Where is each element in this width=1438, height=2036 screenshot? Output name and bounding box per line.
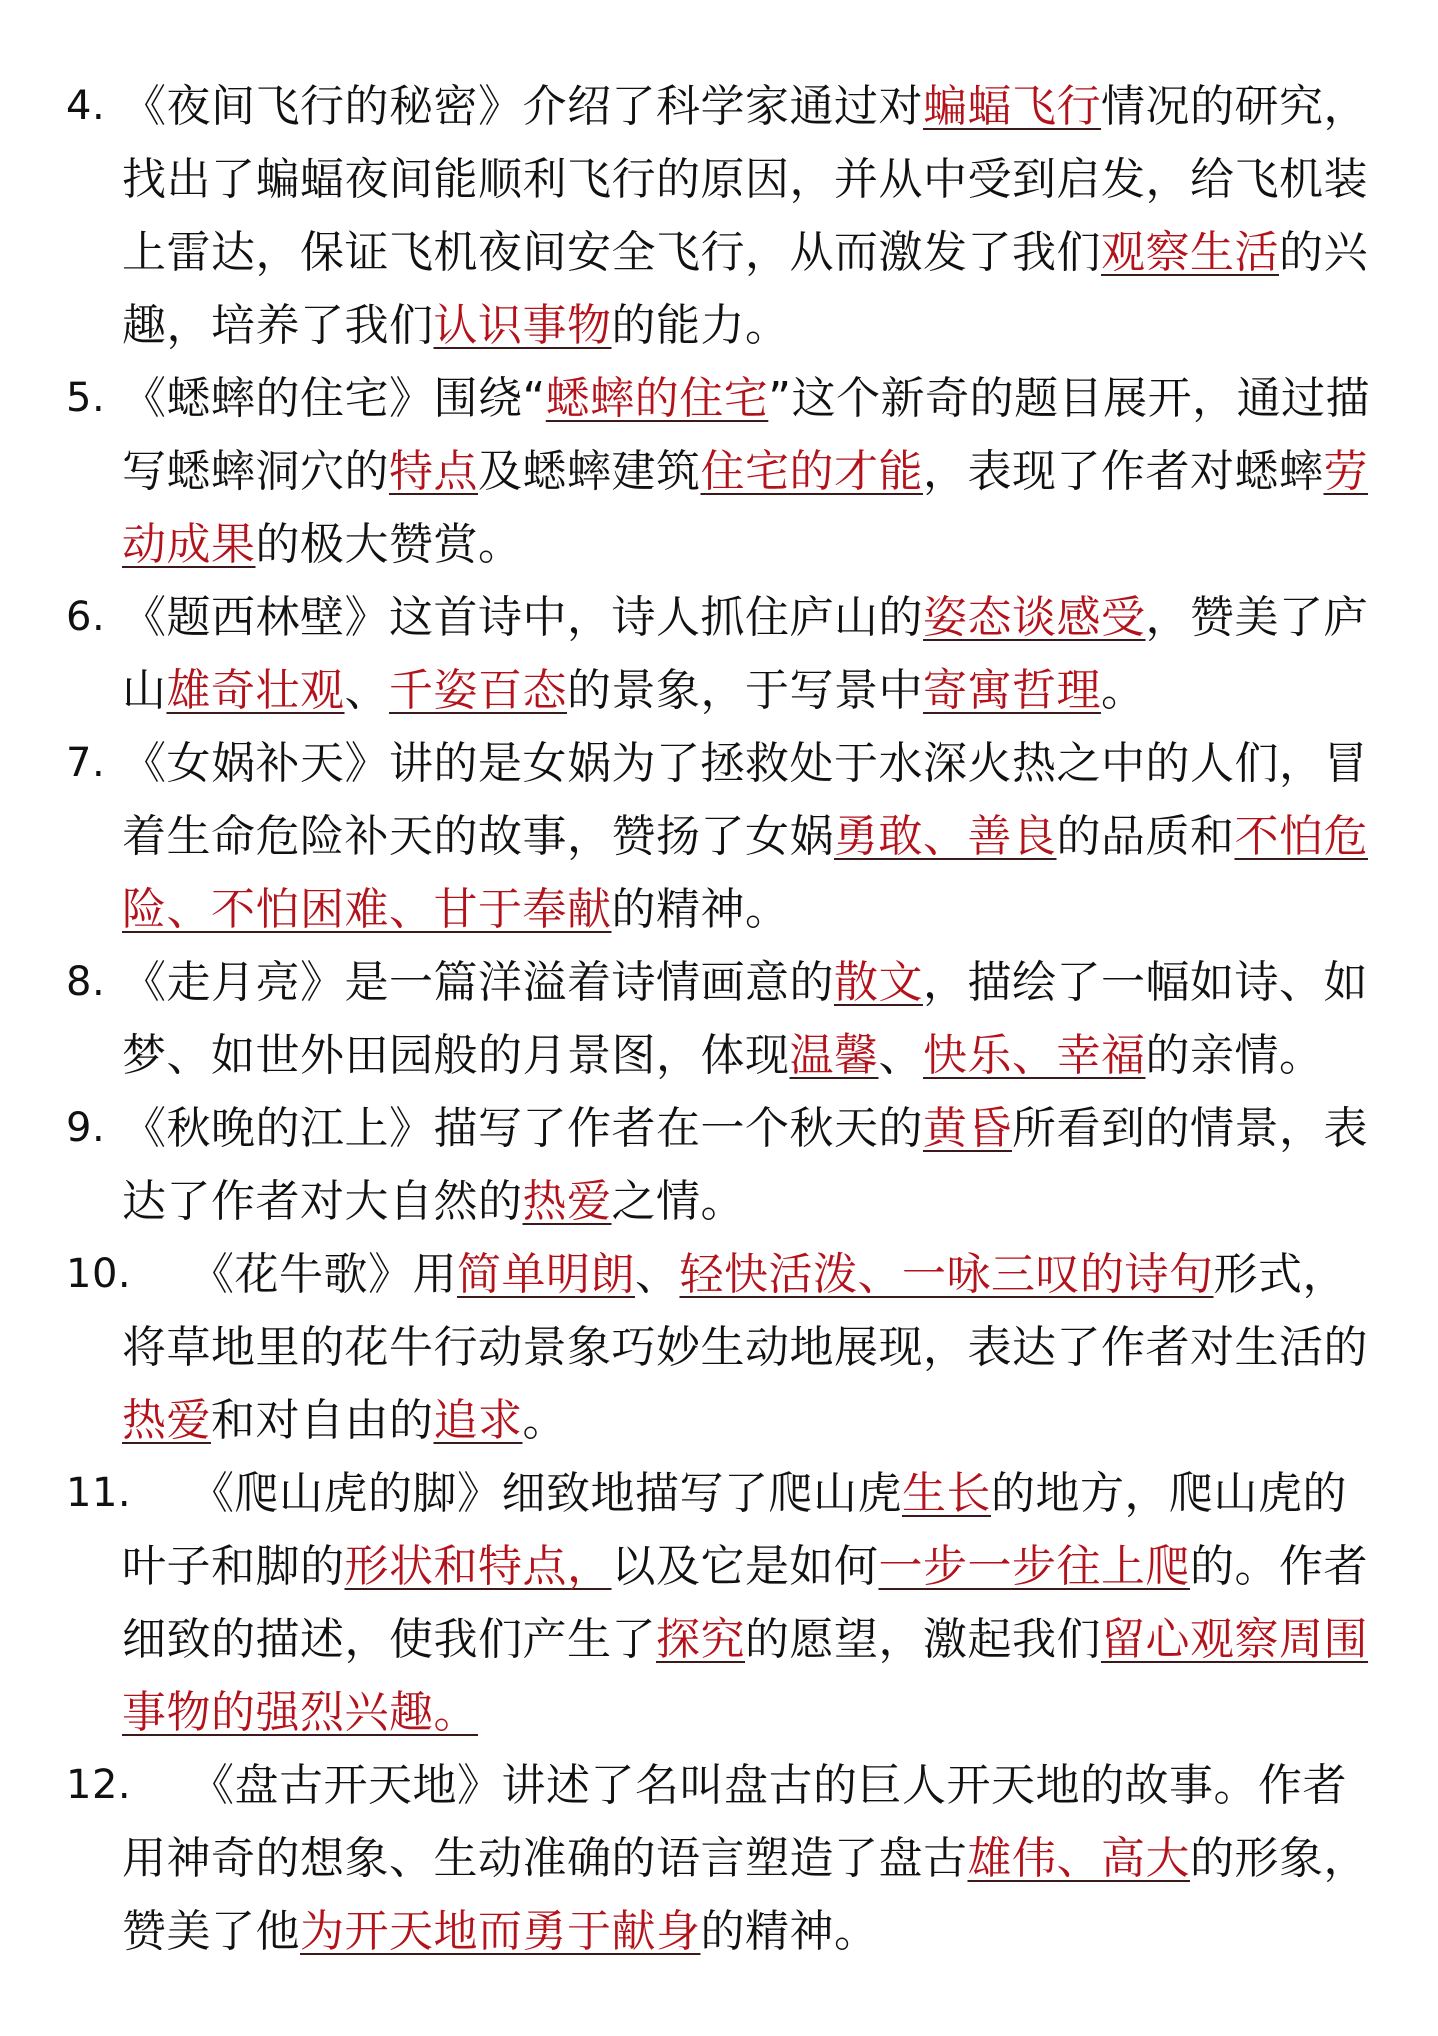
text-span: 形式，将草地里的花牛行动景象巧妙生动地展现，表达了作者对生活的 xyxy=(122,1249,1368,1373)
highlighted-answer: 留心观察周围事物的强烈兴趣。 xyxy=(122,1614,1368,1738)
highlighted-answer: 蟋蟀的住宅 xyxy=(545,373,769,424)
highlighted-answer: 形状和特点， xyxy=(344,1541,612,1592)
text-span: 和对自由的 xyxy=(211,1395,434,1446)
highlighted-answer: 为开天地而勇于献身 xyxy=(300,1906,701,1957)
text-span: 的形象，赞美了他 xyxy=(122,1833,1368,1957)
highlighted-answer: 散文 xyxy=(834,957,923,1008)
highlighted-answer: 轻快活泼、一咏三叹的诗句 xyxy=(679,1249,1214,1300)
text-span: 的能力。 xyxy=(611,300,790,351)
highlighted-answer: 住宅的才能 xyxy=(700,446,923,497)
highlighted-answer: 雄伟、高大 xyxy=(967,1833,1190,1884)
text-span: 情况的研究，找出了蝙蝠夜间能顺利飞行的原因，并从中受到启发，给飞机装上雷达，保证飞机夜间安全飞行，从而激发了我们 xyxy=(122,81,1368,278)
item-number: 12. xyxy=(66,1762,132,1808)
item-number: 8. xyxy=(66,959,106,1005)
text-span: 的亲情。 xyxy=(1145,1030,1324,1081)
text-span: ，表现了作者对蟋蟀 xyxy=(923,446,1324,497)
highlighted-answer: 千姿百态 xyxy=(389,665,567,716)
text-span: 以及它是如何 xyxy=(611,1541,879,1592)
highlighted-answer: 勇敢、善良 xyxy=(834,811,1057,862)
highlighted-answer: 姿态谈感受 xyxy=(923,592,1146,643)
item-number: 10. xyxy=(66,1251,132,1297)
item-number: 6. xyxy=(66,594,106,640)
text-span: 及蟋蟀建筑 xyxy=(478,446,701,497)
text-span: 的精神。 xyxy=(700,1906,879,1957)
text-span: 的愿望，激起我们 xyxy=(745,1614,1101,1665)
highlighted-answer: 黄昏 xyxy=(923,1103,1012,1154)
highlighted-answer: 探究 xyxy=(656,1614,745,1665)
item-number: 11. xyxy=(66,1470,132,1516)
item-number: 9. xyxy=(66,1105,106,1151)
highlighted-answer: 观察生活 xyxy=(1101,227,1279,278)
text-span: 所看到的情景，表达了作者对大自然的 xyxy=(122,1103,1368,1227)
list-item xyxy=(66,946,1372,1092)
item-number: 5. xyxy=(66,375,106,421)
text-span: 《盘古开天地》讲述了名叫盘古的巨人开天地的故事。作者用神奇的想象、生动准确的语言塑造了盘古 xyxy=(122,1760,1347,1884)
list-item xyxy=(66,1238,1372,1457)
text-span: 的景象，于写景中 xyxy=(567,665,923,716)
highlighted-answer: 认识事物 xyxy=(433,300,612,351)
text-span: 。 xyxy=(522,1395,567,1446)
item-number: 4. xyxy=(66,83,106,129)
text-span: ，赞美了庐山 xyxy=(122,592,1368,716)
highlighted-answer: 不怕危险、不怕困难、甘于奉献 xyxy=(122,811,1368,935)
highlighted-answer: 追求 xyxy=(433,1395,523,1446)
text-span: 的地方，爬山虎的叶子和脚的 xyxy=(122,1468,1347,1592)
text-span: 《秋晚的江上》描写了作者在一个秋天的 xyxy=(122,1103,923,1154)
text-span: 的兴趣，培养了我们 xyxy=(122,227,1368,351)
text-span: 、 xyxy=(878,1030,923,1081)
item-number: 7. xyxy=(66,740,106,786)
text-span: 《蟋蟀的住宅》围绕“ xyxy=(122,373,546,424)
highlighted-answer: 热爱 xyxy=(122,1395,211,1446)
highlighted-answer: 热爱 xyxy=(522,1176,612,1227)
text-span: 《夜间飞行的秘密》介绍了科学家通过对 xyxy=(122,81,923,132)
text-span: 。 xyxy=(1101,665,1146,716)
highlighted-answer: 特点 xyxy=(389,446,478,497)
text-span: 《女娲补天》讲的是女娲为了拯救处于水深火热之中的人们，冒着生命危险补天的故事，赞扬了女娲 xyxy=(122,738,1368,862)
highlighted-answer: 一步一步往上爬 xyxy=(878,1541,1190,1592)
highlighted-answer: 温馨 xyxy=(789,1030,879,1081)
highlighted-answer: 寄寓哲理 xyxy=(923,665,1101,716)
text-span: 的。作者细致的描述，使我们产生了 xyxy=(122,1541,1368,1665)
text-span: 、 xyxy=(635,1249,680,1300)
highlighted-answer: 快乐、幸福 xyxy=(923,1030,1146,1081)
list-item xyxy=(66,581,1372,727)
list-item xyxy=(66,362,1372,581)
text-span: 的极大赞赏。 xyxy=(255,519,523,570)
text-span: 《花牛歌》用 xyxy=(190,1249,457,1300)
list-item xyxy=(66,70,1372,362)
text-span: ”这个新奇的题目展开，通过描写蟋蟀洞穴的 xyxy=(122,373,1371,497)
text-span: 《走月亮》是一篇洋溢着诗情画意的 xyxy=(122,957,834,1008)
list-item xyxy=(66,1457,1372,1749)
list-item xyxy=(66,727,1372,946)
text-span: 《爬山虎的脚》细致地描写了爬山虎 xyxy=(190,1468,902,1519)
text-span: 的品质和 xyxy=(1056,811,1235,862)
list-item xyxy=(66,1092,1372,1238)
list-item xyxy=(66,1749,1372,1968)
highlighted-answer: 雄奇壮观 xyxy=(166,665,345,716)
highlighted-answer: 生长 xyxy=(902,1468,991,1519)
highlighted-answer: 蝙蝠飞行 xyxy=(923,81,1101,132)
text-span: 《题西林壁》这首诗中，诗人抓住庐山的 xyxy=(122,592,923,643)
text-span: 的精神。 xyxy=(611,884,790,935)
highlighted-answer: 简单明朗 xyxy=(457,1249,635,1300)
text-span: 之情。 xyxy=(611,1176,745,1227)
highlighted-answer: 劳动成果 xyxy=(122,446,1368,570)
text-span: ，描绘了一幅如诗、如梦、如世外田园般的月景图，体现 xyxy=(122,957,1368,1081)
text-span: 、 xyxy=(344,665,389,716)
